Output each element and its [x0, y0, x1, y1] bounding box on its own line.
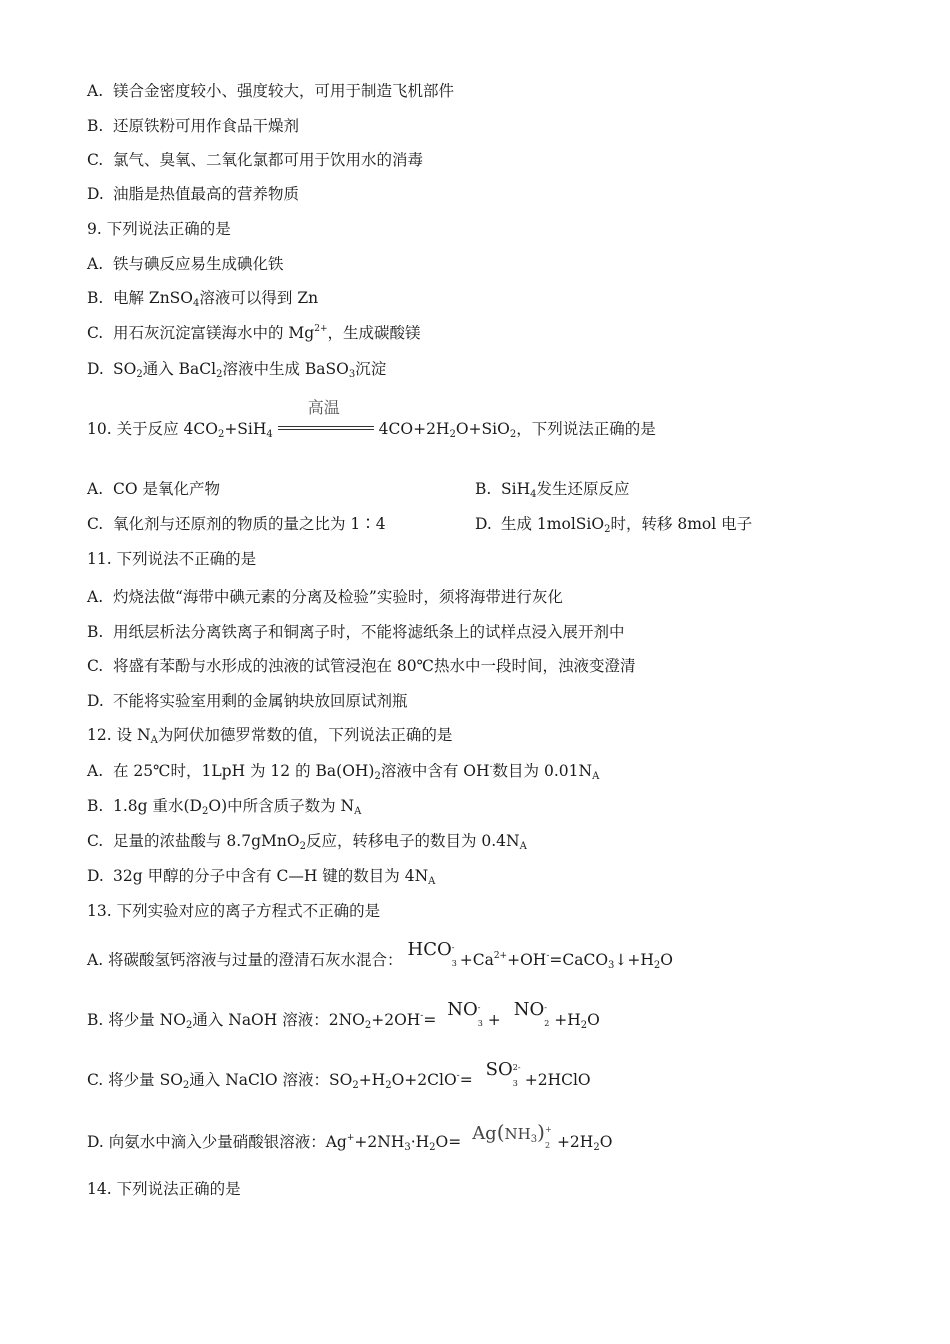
q11-option-b: B. 用纸层析法分离铁离子和铜离子时，不能将滤纸条上的试样点浸入展开剂中: [87, 623, 625, 641]
q13-option-d: D. 向氨水中滴入少量硝酸银溶液：$Ag^++2NH_3\cdot H_2O= Ag(NH_3)$ + 2 $+2H_2O$: [87, 1120, 613, 1153]
q12-option-a: A. 在 25℃时，1LpH 为 12 的 $Ba(OH)_2$溶液中含有 OH-数目为 $0.01N_A$: [87, 762, 600, 782]
q13-option-a: A. 将碳酸氢钙溶液与过量的澄清石灰水混合： HCO - 3 $+Ca^{2+}+OH^-=CaCO_3↓+H_2O$: [87, 939, 673, 971]
ion-no2: NO - 2: [513, 999, 550, 1028]
q9-option-c: C. 用石灰沉淀富镁海水中的 $Mg^{2+}$，生成碳酸镁: [87, 324, 421, 342]
q10-option-d: D. 生成 1molSiO$_2$时，转移 8mol 电子: [475, 515, 753, 535]
q10-option-b: B. SiH$_4$发生还原反应: [475, 480, 630, 500]
q12-option-c: C. 足量的浓盐酸与 8.7gMnO$_2$反应，转移电子的数目为 $0.4N_A$: [87, 832, 527, 852]
q12-option-d: D. 32g 甲醇的分子中含有 C—H 键的数目为 $4N_A$: [87, 867, 436, 887]
reaction-condition-arrow: 高温: [278, 420, 374, 440]
q11-option-a: A. 灼烧法做“海带中碘元素的分离及检验”实验时，须将海带进行灰化: [87, 588, 563, 606]
q12-stem: 12. 设 $N_A$为阿伏加德罗常数的值，下列说法正确的是: [87, 726, 453, 746]
q11-option-c: C. 将盛有苯酚与水形成的浊液的试管浸泡在 80℃热水中一段时间，浊液变澄清: [87, 657, 636, 675]
q8-option-d: D. 油脂是热值最高的营养物质: [87, 185, 300, 203]
q13-option-c: C. 将少量 $SO_2$通入 NaClO 溶液：$SO_2+H_2O+2ClO^-=$ SO 2- 3 +2HClO: [87, 1059, 591, 1091]
q12-option-b: B. 1.8g 重水$(D_2O)$中所含质子数为 $N_A$: [87, 797, 362, 817]
q11-stem: 11. 下列说法不正确的是: [87, 550, 257, 568]
q9-stem: 9. 下列说法正确的是: [87, 220, 231, 238]
q13-option-b: B. 将少量 $NO_2$通入 NaOH 溶液：$2NO_2+2OH^-=$ NO - 3 + NO - 2 $+H_2O$: [87, 999, 600, 1031]
ion-hco3: HCO - 3: [407, 939, 457, 968]
q9-option-a: A. 铁与碘反应易生成碘化铁: [87, 255, 284, 273]
q14-stem: 14. 下列说法正确的是: [87, 1180, 241, 1198]
q11-option-d: D. 不能将实验室用剩的金属钠块放回原试剂瓶: [87, 692, 408, 710]
ion-so3: SO 2- 3: [485, 1059, 521, 1088]
q10-option-c: C. 氧化剂与还原剂的物质的量之比为 1∶4: [87, 515, 386, 533]
ion-silver-ammonia: $Ag(NH_3)$ + 2: [472, 1120, 552, 1150]
q8-option-c: C. 氯气、臭氧、二氧化氯都可用于饮用水的消毒: [87, 151, 424, 169]
q8-option-b: B. 还原铁粉可用作食品干燥剂: [87, 117, 300, 135]
ion-no3: NO - 3: [447, 999, 483, 1028]
q9-option-d: D. $SO_2$通入 BaCl$_2$溶液中生成 BaSO$_3$沉淀: [87, 360, 387, 380]
q9-option-b: B. 电解 ZnSO$_4$溶液可以得到 Zn: [87, 289, 319, 309]
q13-stem: 13. 下列实验对应的离子方程式不正确的是: [87, 902, 381, 920]
q8-option-a: A. 镁合金密度较小、强度较大，可用于制造飞机部件: [87, 82, 455, 100]
q10-option-a: A. CO 是氧化产物: [87, 480, 220, 498]
q10-stem: 10. 关于反应 $4CO_2+SiH_4$ 高温 $4CO+2H_2O+SiO_2$，下列说法正确的是: [87, 398, 656, 440]
